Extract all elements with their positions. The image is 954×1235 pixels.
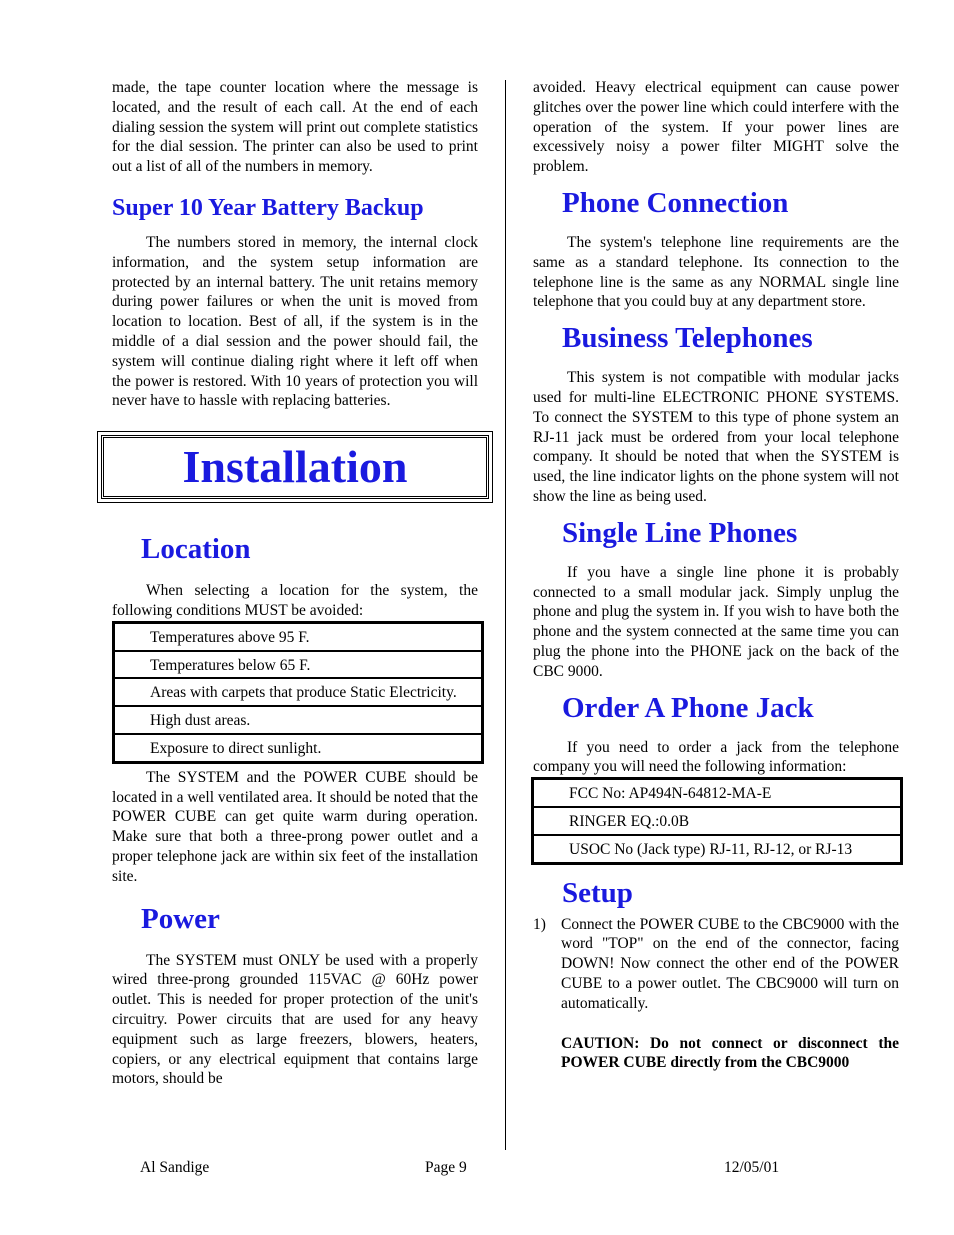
- table-row: [114, 651, 482, 679]
- installation-banner: [97, 431, 493, 503]
- jack-info-cell: USOC No (Jack type) RJ-11, RJ-12, or RJ-13: [533, 835, 901, 863]
- jack-info-cell: RINGER EQ.:0.0B: [533, 807, 901, 835]
- phone-connection-heading: Phone Connection: [562, 186, 789, 219]
- installation-banner-frame: [101, 435, 489, 499]
- list-item: [533, 915, 899, 1014]
- jack-info-table: [531, 777, 903, 864]
- condition-cell: Exposure to direct sunlight.: [114, 734, 482, 762]
- step-number: 1): [533, 915, 546, 933]
- location-heading: Location: [141, 533, 251, 566]
- condition-cell: High dust areas.: [114, 706, 482, 734]
- setup-heading: Setup: [562, 876, 633, 909]
- condition-cell: Temperatures above 95 F.: [114, 623, 482, 651]
- condition-cell: Areas with carpets that produce Static Electricity.: [114, 678, 482, 706]
- order-phone-jack-paragraph: If you need to order a jack from the telephone company you will need the following information:: [533, 738, 899, 776]
- step-text: Connect the POWER CUBE to the CBC9000 with the word "TOP" on the end of the connector, facing DOWN! Now connect the other end of the POWER CUBE to a power outlet. The CBC9000 will turn on automatically.: [561, 915, 899, 1012]
- conditions-table: [112, 621, 484, 764]
- table-row: [114, 623, 482, 651]
- single-line-phones-paragraph: If you have a single line phone it is probably connected to a small modular jack. Simply unplug the phone and plug the system in. If you wish to have both the phone and the system connected at the same time you can plug the phone into the PHONE jack on the back of the CBC 9000.: [533, 563, 899, 680]
- business-telephones-heading: Business Telephones: [562, 322, 813, 355]
- power-paragraph: The SYSTEM must ONLY be used with a properly wired three-prong grounded 115VAC @ 60Hz power outlet. This is needed for proper protection of the unit's circuitry. Power circuits that are used for any heavy equipment such as large freezers, blowers, heaters, copiers, or any electrical equipment that contains large motors, should be: [112, 951, 478, 1088]
- table-row: [114, 734, 482, 762]
- right-column: [533, 76, 899, 1073]
- location-paragraph: When selecting a location for the system, the following conditions MUST be avoided:: [112, 582, 478, 619]
- footer-author: Al Sandige: [140, 1159, 210, 1176]
- single-line-phones-heading: Single Line Phones: [562, 516, 798, 549]
- table-row: [533, 779, 901, 807]
- table-row: [114, 678, 482, 706]
- installation-title: Installation: [182, 441, 408, 493]
- column-divider: [505, 80, 506, 1150]
- footer-date: 12/05/01: [724, 1159, 780, 1176]
- avoid-paragraph: avoided. Heavy electrical equipment can cause power glitches over the power line which could interfere with the operation of the system. If your power lines are excessively noisy a power filter MIGHT solve the problem.: [533, 79, 899, 176]
- condition-cell: Temperatures below 65 F.: [114, 651, 482, 679]
- location-paragraph-2: The SYSTEM and the POWER CUBE should be located in a well ventilated area. It should be noted that the POWER CUBE can get quite warm during operation. Make sure that both a three-prong power outlet and a proper telephone jack are within six feet of the installation site.: [112, 768, 478, 885]
- caution-text: CAUTION: Do not connect or disconnect the POWER CUBE directly from the CBC9000: [561, 1034, 899, 1072]
- battery-heading: Super 10 Year Battery Backup: [112, 194, 424, 221]
- phone-connection-paragraph: The system's telephone line requirements are the same as a standard telephone. Its connection to the telephone line is the same as any NORMAL single line telephone that you could buy at any department store.: [533, 233, 899, 311]
- battery-paragraph: The numbers stored in memory, the internal clock information, and the system setup information are protected by an internal battery. The unit retains memory during power failures or when the unit is moved from location to location. Best of all, if the system is in the middle of a dial session and the power should fail, the system will continue dialing right where it left off when the power is restored. With 10 years of protection you will never have to hassle with replacing batteries.: [112, 233, 478, 410]
- table-row: [533, 835, 901, 863]
- intro-paragraph: made, the tape counter location where the message is located, and the result of each call. At the end of each dialing session the system will print out complete statistics for the dial session. The printer can also be used to print out a list of all of the numbers in memory.: [112, 79, 478, 176]
- order-phone-jack-heading: Order A Phone Jack: [562, 691, 814, 724]
- jack-info-cell: FCC No: AP494N-64812-MA-E: [533, 779, 901, 807]
- left-column: [112, 76, 478, 1089]
- power-heading: Power: [141, 902, 220, 935]
- business-telephones-paragraph: This system is not compatible with modular jacks used for multi-line ELECTRONIC PHONE SYSTEMS. To connect the SYSTEM to this type of phone system an RJ-11 jack must be ordered from your local telephone company. It should be noted that when the SYSTEM is used, the line indicator lights on the phone system will not show the line as being used.: [533, 369, 899, 505]
- footer-page-number: Page 9: [425, 1159, 467, 1176]
- table-row: [114, 706, 482, 734]
- setup-steps: [533, 915, 899, 1014]
- table-row: [533, 807, 901, 835]
